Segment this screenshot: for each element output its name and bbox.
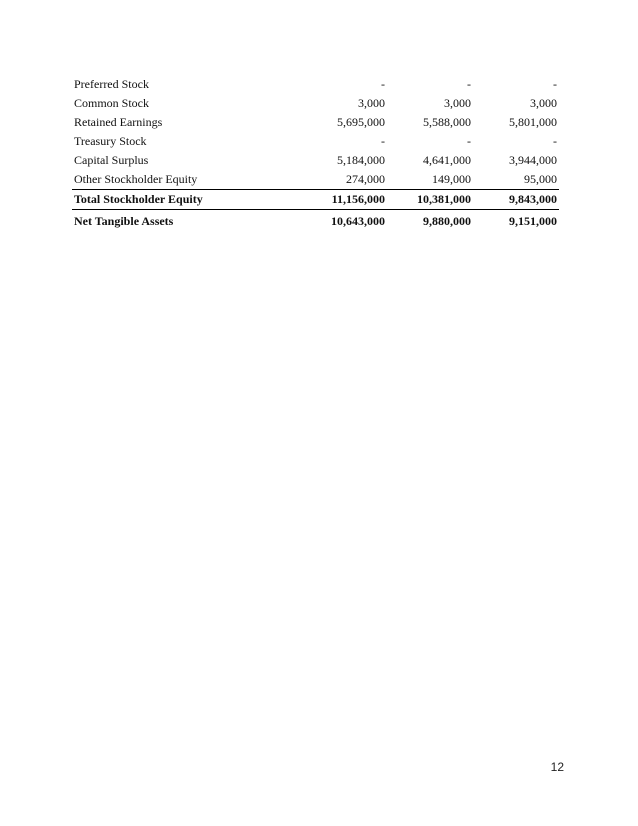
cell-value: 9,151,000 <box>509 214 557 228</box>
row-label: Retained Earnings <box>74 115 163 129</box>
cell-value: - <box>381 134 385 148</box>
table-row-capital-surplus <box>72 151 559 170</box>
cell-value: - <box>553 134 557 148</box>
table-row-treasury-stock <box>72 132 559 151</box>
stockholder-equity-table <box>72 75 559 231</box>
table-row-net-tangible-assets <box>72 212 559 231</box>
cell-value: 9,843,000 <box>473 190 559 210</box>
row-label: Other Stockholder Equity <box>74 172 198 186</box>
table-row-preferred-stock <box>72 75 559 94</box>
cell-value: - <box>467 134 471 148</box>
cell-value: 149,000 <box>432 172 471 186</box>
table-row-retained-earnings <box>72 113 559 132</box>
cell-value: 4,641,000 <box>423 153 471 167</box>
cell-value: 5,184,000 <box>337 153 385 167</box>
cell-value: 5,801,000 <box>509 115 557 129</box>
table-row-common-stock <box>72 94 559 113</box>
row-label: Treasury Stock <box>74 134 147 148</box>
cell-value: 95,000 <box>524 172 557 186</box>
row-label: Common Stock <box>74 96 150 110</box>
cell-value: 9,880,000 <box>423 214 471 228</box>
cell-value: 10,643,000 <box>331 214 385 228</box>
row-label: Capital Surplus <box>74 153 149 167</box>
cell-value: 3,000 <box>358 96 385 110</box>
cell-value: 3,944,000 <box>509 153 557 167</box>
cell-value: - <box>467 77 471 91</box>
row-label: Net Tangible Assets <box>74 214 174 228</box>
cell-value: 3,000 <box>530 96 557 110</box>
cell-value: 274,000 <box>346 172 385 186</box>
page-number: 12 <box>550 760 564 774</box>
cell-value: 5,695,000 <box>337 115 385 129</box>
cell-value: 11,156,000 <box>302 190 387 210</box>
cell-value: 10,381,000 <box>387 190 473 210</box>
cell-value: - <box>553 77 557 91</box>
cell-value: 3,000 <box>444 96 471 110</box>
cell-value: 5,588,000 <box>423 115 471 129</box>
table-row-total-stockholder-equity <box>72 190 559 210</box>
row-label: Total Stockholder Equity <box>72 190 302 210</box>
row-label: Preferred Stock <box>74 77 149 91</box>
table-row-other-stockholder-equity <box>72 170 559 190</box>
cell-value: - <box>381 77 385 91</box>
